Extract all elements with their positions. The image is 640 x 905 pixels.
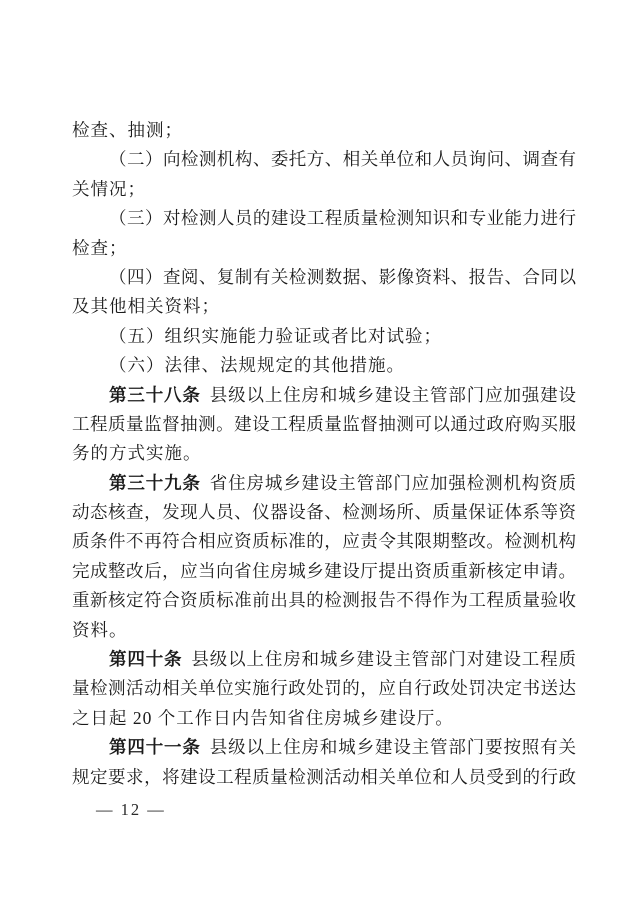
text-line: （五）组织实施能力验证或者比对试验； [109,325,442,346]
text-line: 关情况； [72,178,146,199]
document-text-block [72,116,576,792]
article-number: 第四十一条 [109,737,201,758]
text-line: 质条件不再符合相应资质标准的，应责令其限期整改。检测机构 [72,531,576,552]
article-number: 第四十条 [109,649,183,670]
article-number: 第三十九条 [109,472,201,493]
text-line-article-38 [72,381,576,410]
text-line: 量检测活动相关单位实施行政处罚的，应自行政处罚决定书送达 [72,678,576,699]
text-line: 务的方式实施。 [72,443,202,464]
article-number: 第三十八条 [109,384,201,405]
text-line: 资料。 [72,619,128,640]
text-line: 之日起 20 个工作日内告知省住房城乡建设厅。 [72,707,454,728]
page-number: — 12 — [96,800,166,819]
text-line: 检查、抽测； [72,120,183,140]
article-text: 县级以上住房和城乡建设主管部门要按照有关 [209,737,577,758]
text-line: 工程质量监督抽测。建设工程质量监督抽测可以通过政府购买服 [72,413,576,434]
text-line-article-41 [72,733,576,762]
text-line: （二）向检测机构、委托方、相关单位和人员询问、调查有 [109,149,576,170]
text-line: （三）对检测人员的建设工程质量检测知识和专业能力进行 [109,208,576,229]
text-line: 检查； [72,237,128,258]
text-line: 规定要求，将建设工程质量检测活动相关单位和人员受到的行政 [72,766,576,787]
text-line: 重新核定符合资质标准前出具的检测报告不得作为工程质量验收 [72,590,576,611]
text-line-article-40 [72,645,576,674]
article-text: 县级以上住房和城乡建设主管部门对建设工程质 [191,649,577,670]
text-line: （四）查阅、复制有关检测数据、影像资料、报告、合同以 [109,266,576,287]
text-line-article-39 [72,469,576,498]
text-line: 完成整改后，应当向省住房城乡建设厅提出资质重新核定申请。 [72,560,576,581]
article-text: 省住房城乡建设主管部门应加强检测机构资质 [209,472,577,493]
text-line: 及其他相关资料； [72,296,220,317]
text-line: 动态核查，发现人员、仪器设备、检测场所、质量保证体系等资 [72,502,576,523]
text-line: （六）法律、法规规定的其他措施。 [109,355,405,376]
article-text: 县级以上住房和城乡建设主管部门应加强建设 [209,384,577,405]
